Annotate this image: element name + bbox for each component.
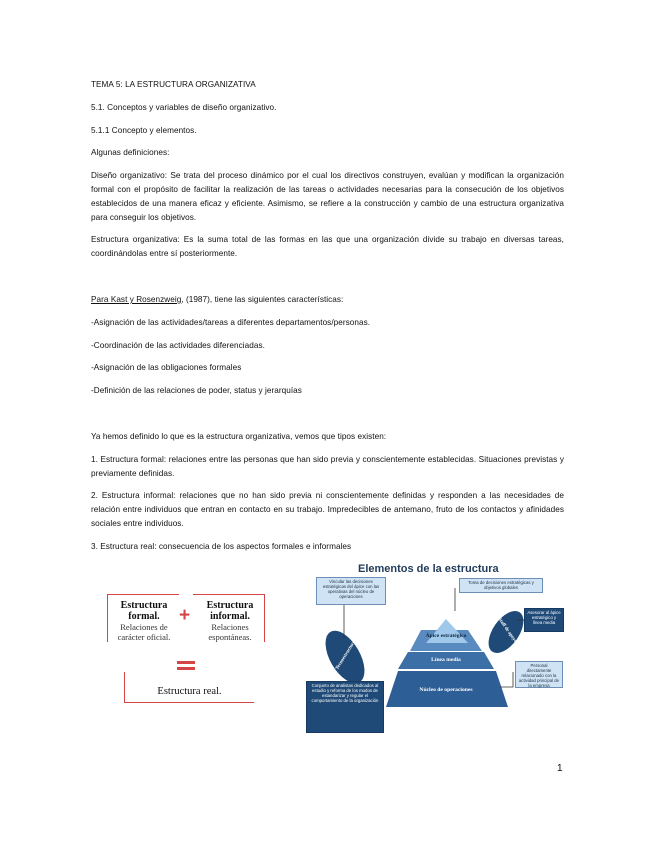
informal-top-border bbox=[193, 594, 265, 595]
note-conjunto: Conjunto de analistas dedicados al estudio y reforma de los modos de estandarizar y regular el comportamiento de la organización bbox=[306, 681, 384, 733]
techno-label: Tecnoestructura bbox=[335, 640, 357, 671]
characteristic-item: -Coordinación de las actividades diferenciadas. bbox=[91, 340, 265, 350]
subsection-heading: 5.1.1 Concepto y elementos. bbox=[91, 125, 197, 135]
real-title: Estructura real. bbox=[157, 686, 222, 697]
text-block bbox=[91, 78, 564, 554]
real-box bbox=[127, 686, 252, 697]
characteristic-item: -Asignación de las actividades/tareas a diferentes departamentos/personas. bbox=[91, 317, 371, 327]
real-bottom-border bbox=[124, 702, 254, 703]
note-toma: Toma de decisiones estratégicas y objetivos globales bbox=[459, 578, 543, 593]
diagram-title: Elementos de la estructura bbox=[358, 563, 499, 575]
type-real: 3. Estructura real: consecuencia de los aspectos formales e informales bbox=[91, 541, 352, 551]
formal-box bbox=[109, 600, 179, 642]
type-informal: 2. Estructura informal: relaciones que no han sido previa ni conscientemente definidas y responden a las necesidades de relación entre individuos que entran en contacto en su trabajo. Impredecibles de antemano, fruto de los contactos y afinidades sociales entre individuos. bbox=[91, 491, 564, 528]
formal-title: Estructura formal. bbox=[120, 600, 168, 622]
middle-label: Línea media bbox=[431, 657, 461, 663]
doc-title: TEMA 5: LA ESTRUCTURA ORGANIZATIVA bbox=[91, 80, 256, 89]
note-asesorar: Asesorar al ápice estratégico y línea media bbox=[524, 608, 564, 632]
types-intro: Ya hemos definido lo que es la estructura organizativa, vemos que tipos existen: bbox=[91, 431, 387, 441]
staff-label: Staff de apoyo bbox=[496, 617, 518, 644]
structure-elements-diagram bbox=[300, 563, 562, 735]
apex-label: Ápice estratégico bbox=[425, 633, 467, 639]
characteristic-item: -Definición de las relaciones de poder, status y jerarquías bbox=[91, 386, 302, 396]
definition-estructura: Estructura organizativa: Es la suma total de las formas en las que una organización divide su trabajo en diversas tareas, coordinándolas entre sí posteriormente. bbox=[91, 235, 564, 259]
plus-icon: + bbox=[179, 605, 191, 626]
definition-diseno: Diseño organizativo: Se trata del proceso dinámico por el cual los directivos construyen, evalúan y modifican la organización formal con el propósito de facilitar la realización de las tareas o actividades necesarias para la consecución de los objetivos establecidos de una manera eficaz y eficiente. Asimismo, se refiere a la construcción y cambio de una estructura organizativa para conseguir los objetivos. bbox=[91, 171, 564, 222]
formal-top-border bbox=[107, 594, 179, 595]
kast-paragraph bbox=[91, 293, 564, 307]
note-personal: Personal directamente relacionado con la actividad principal de la empresa bbox=[515, 661, 563, 688]
kast-author: Para Kast y Rosenzweig bbox=[91, 294, 182, 304]
characteristic-item: -Asignación de las obligaciones formales bbox=[91, 363, 242, 373]
note-vincular: Vincular las decisiones estratégicas del ápice con las operativas del núcleo de operaciones bbox=[316, 577, 386, 605]
informal-box bbox=[197, 600, 263, 642]
kast-rest: , (1987), tiene las siguientes características: bbox=[181, 294, 344, 304]
core-label: Núcleo de operaciones bbox=[419, 687, 473, 693]
informal-title: Estructura informal. bbox=[206, 600, 254, 622]
definitions-heading: Algunas definiciones: bbox=[91, 148, 170, 158]
connector-personal bbox=[500, 672, 513, 687]
equals-icon-top bbox=[177, 661, 195, 664]
informal-right-border bbox=[264, 594, 265, 642]
page-number: 1 bbox=[557, 763, 563, 774]
equals-icon-bottom bbox=[177, 667, 195, 670]
informal-subtitle: Relaciones espontáneas. bbox=[208, 622, 252, 642]
type-formal: 1. Estructura formal: relaciones entre las personas que han sido previa y conscientemente establecidas. Situaciones previstas y previamente definidas. bbox=[91, 454, 564, 478]
formal-subtitle: Relaciones de carácter oficial. bbox=[117, 622, 171, 642]
structure-sum-diagram bbox=[107, 592, 267, 712]
section-heading: 5.1. Conceptos y variables de diseño organizativo. bbox=[91, 102, 277, 112]
real-left-border bbox=[124, 672, 125, 702]
